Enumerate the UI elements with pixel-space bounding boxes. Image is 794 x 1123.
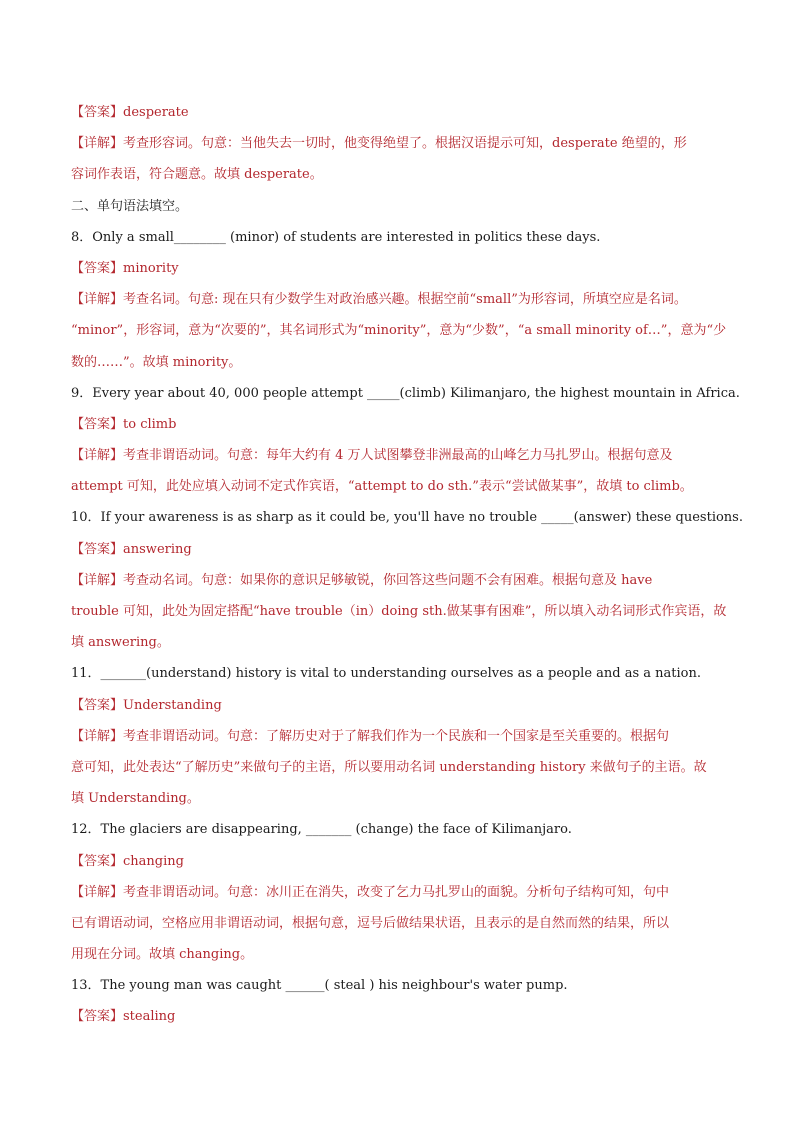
- answer-text: answering: [123, 541, 192, 557]
- explanation-text: 考查非谓语动词。句意：每年大约有 4 万人试图攀登非洲最高的山峰乞力马扎罗山。根据句意及: [123, 448, 673, 464]
- explanation-continuation: [71, 159, 721, 190]
- question-line: [71, 970, 721, 1001]
- explanation-text: “minor”，形容词，意为“次要的”，其名词形式为“minority”，意为“少数”，“a small minority of…”，意为“少: [71, 323, 727, 339]
- explanation-tag: 【详解】: [71, 884, 124, 900]
- answer-line: [71, 97, 721, 128]
- question-text: 11．_______(understand) history is vital to understanding ourselves as a people and as a nation.: [71, 666, 701, 682]
- answer-line: [71, 1001, 721, 1032]
- explanation-text: 考查非谓语动词。句意：冰川正在消失，改变了乞力马扎罗山的面貌。分析句子结构可知，句中: [123, 884, 670, 900]
- answer-text: Understanding: [123, 697, 222, 713]
- question-text: 13．The young man was caught ______( steal ) his neighbour's water pump.: [71, 978, 568, 994]
- answer-text: minority: [123, 260, 179, 276]
- explanation-line: [71, 721, 721, 752]
- explanation-continuation: [71, 783, 721, 814]
- question-text: 10．If your awareness is as sharp as it could be, you'll have no trouble _____(answer) these questions.: [71, 510, 743, 526]
- explanation-text: trouble 可知，此处为固定搭配“have trouble（in）doing sth.做某事有困难”，所以填入动名词形式作宾语，故: [71, 604, 727, 619]
- question-text: 9．Every year about 40, 000 people attempt _____(climb) Kilimanjaro, the highest mountain in Africa.: [71, 385, 740, 401]
- explanation-line: [71, 440, 721, 471]
- explanation-continuation: [71, 752, 721, 783]
- section-heading: [71, 191, 721, 222]
- question-line: [71, 658, 721, 689]
- explanation-continuation: [71, 347, 721, 378]
- explanation-text: 用现在分词。故填 changing。: [71, 947, 254, 963]
- explanation-continuation: [71, 627, 721, 658]
- explanation-line: [71, 128, 721, 159]
- explanation-text: 考查非谓语动词。句意：了解历史对于了解我们作为一个民族和一个国家是至关重要的。根据句: [123, 728, 670, 744]
- answer-tag: 【答案】: [71, 853, 124, 869]
- explanation-tag: 【详解】: [71, 292, 124, 308]
- answer-text: desperate: [123, 105, 189, 120]
- explanation-line: [71, 284, 721, 315]
- question-line: [71, 378, 740, 409]
- section-text: 二、单句语法填空。: [71, 198, 189, 214]
- explanation-continuation: [71, 939, 721, 970]
- answer-line: [71, 409, 721, 440]
- answer-line: [71, 534, 721, 565]
- answer-line: [71, 253, 721, 284]
- explanation-tag: 【详解】: [71, 448, 124, 464]
- explanation-text: 容词作表语，符合题意。故填 desperate。: [71, 167, 323, 183]
- explanation-text: 意可知，此处表达“了解历史”来做句子的主语，所以要用动名词 understanding history 来做句子的主语。故: [71, 759, 707, 775]
- explanation-line: [71, 565, 721, 596]
- explanation-text: 填 answering。: [71, 635, 170, 651]
- explanation-text: 已有谓语动词，空格应用非谓语动词，根据句意，逗号后做结果状语，且表示的是自然而然的结果，所以: [71, 915, 670, 931]
- explanation-text: 填 Understanding。: [71, 791, 200, 807]
- answer-text: stealing: [123, 1009, 176, 1025]
- explanation-continuation: [71, 596, 727, 627]
- question-line: [71, 502, 743, 533]
- answer-tag: 【答案】: [71, 1009, 124, 1025]
- answer-text: changing: [123, 853, 184, 869]
- answer-tag: 【答案】: [71, 260, 124, 276]
- question-text: 8．Only a small________ (minor) of students are interested in politics these days.: [71, 229, 601, 245]
- explanation-text: 考查名词。句意: 现在只有少数学生对政治感兴趣。根据空前“small”为形容词，所填空应是名词。: [123, 292, 687, 308]
- explanation-text: 考查形容词。句意：当他失去一切时，他变得绝望了。根据汉语提示可知，desperate 绝望的，形: [123, 136, 687, 152]
- document-body: [71, 97, 743, 1033]
- explanation-continuation: [71, 315, 727, 346]
- answer-line: [71, 690, 721, 721]
- answer-tag: 【答案】: [71, 697, 124, 713]
- explanation-tag: 【详解】: [71, 728, 124, 744]
- explanation-tag: 【详解】: [71, 572, 124, 588]
- explanation-line: [71, 877, 721, 908]
- answer-tag: 【答案】: [71, 416, 124, 432]
- explanation-text: 考查动名词。句意：如果你的意识足够敏锐，你回答这些问题不会有困难。根据句意及 have: [123, 572, 653, 588]
- answer-tag: 【答案】: [71, 541, 124, 557]
- answer-line: [71, 846, 721, 877]
- explanation-tag: 【详解】: [71, 136, 124, 152]
- answer-tag: 【答案】: [71, 105, 124, 120]
- answer-text: to climb: [123, 416, 177, 432]
- explanation-continuation: [71, 908, 721, 939]
- question-line: [71, 814, 721, 845]
- explanation-text: 数的……”。故填 minority。: [71, 354, 242, 370]
- explanation-continuation: [71, 471, 721, 502]
- question-line: [71, 222, 721, 253]
- explanation-text: attempt 可知，此处应填入动词不定式作宾语，“attempt to do sth.”表示“尝试做某事”，故填 to climb。: [71, 479, 693, 495]
- question-text: 12．The glaciers are disappearing, _______ (change) the face of Kilimanjaro.: [71, 822, 572, 838]
